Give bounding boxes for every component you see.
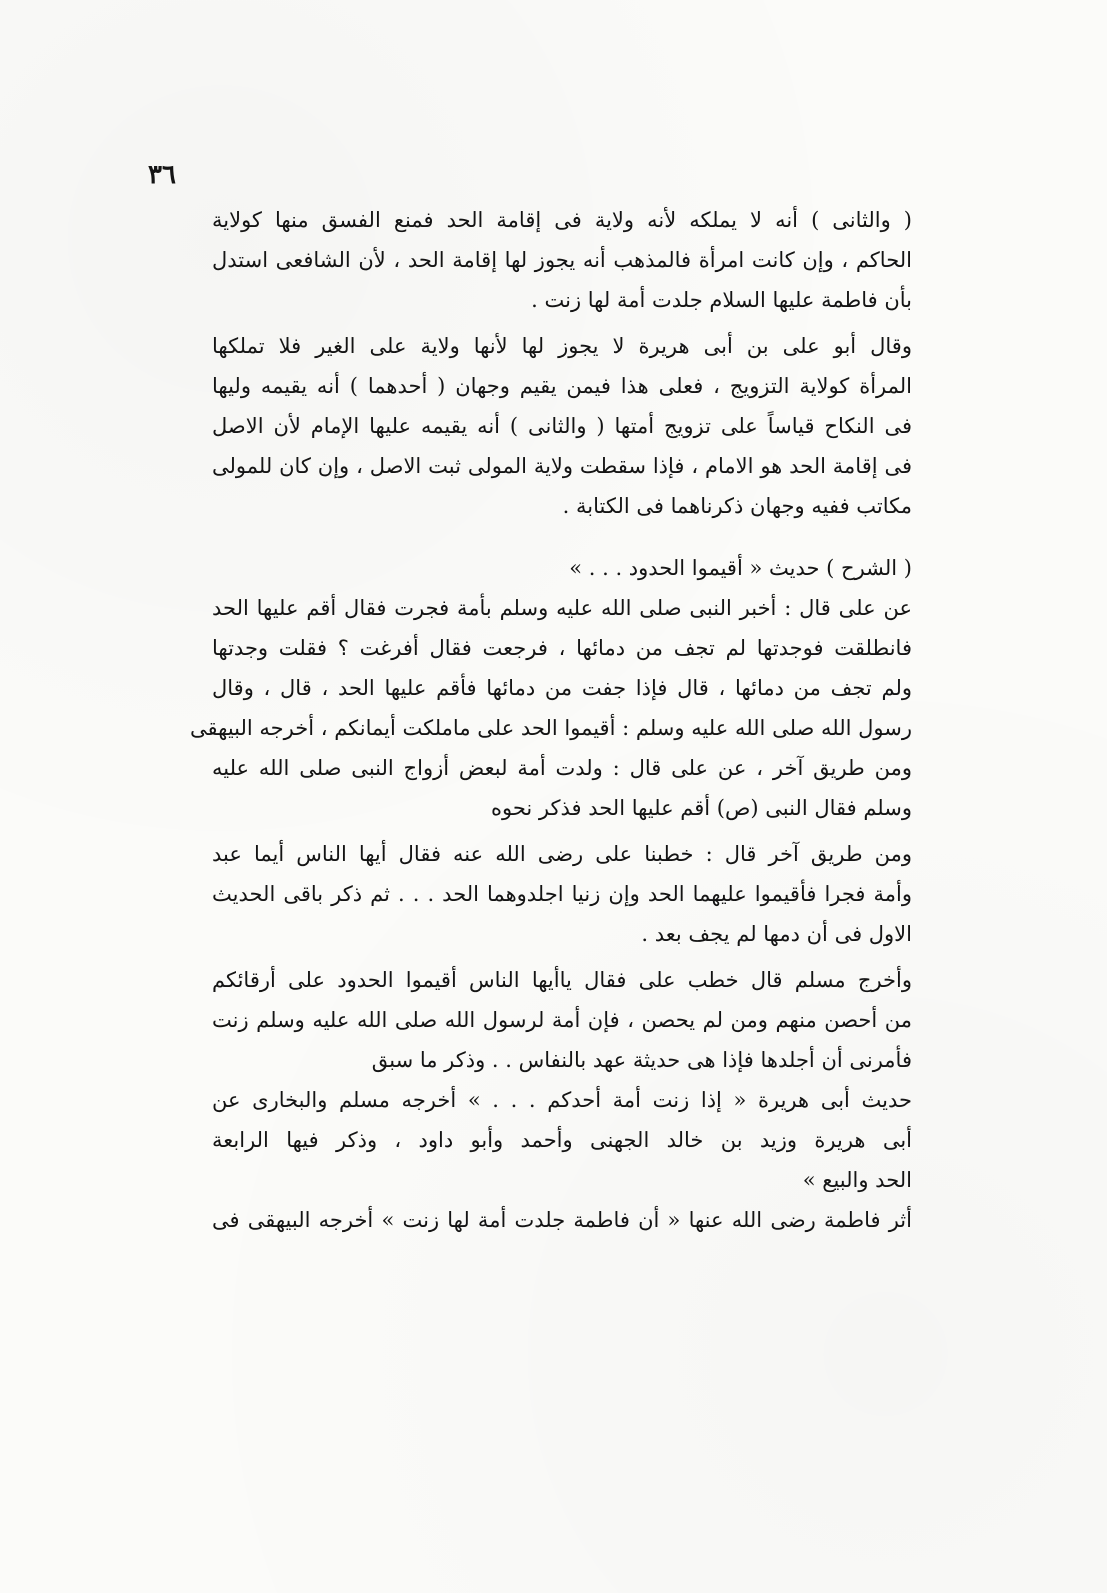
text-line: وأمة فجرا فأقيموا عليهما الحد وإن زنيا اجلدوهما الحد . . . ثم ذكر باقى الحديث bbox=[212, 882, 912, 906]
text-line: أثر فاطمة رضى الله عنها « أن فاطمة جلدت أمة لها زنت » أخرجه البيهقى فى bbox=[212, 1208, 912, 1232]
text-line: أبى هريرة وزيد بن خالد الجهنى وأحمد وأبو داود ، وذكر فيها الرابعة bbox=[212, 1128, 912, 1152]
paragraph-9 bbox=[212, 1200, 940, 1240]
paragraph-7 bbox=[212, 960, 940, 1080]
text-line: الحد والبيع » bbox=[802, 1168, 912, 1192]
text-line: فأمرنى أن أجلدها فإذا هى حديثة عهد بالنفاس . . وذكر ما سبق bbox=[371, 1048, 912, 1072]
text-line: ومن طريق آخر قال : خطبنا على رضى الله عنه فقال أيها الناس أيما عبد bbox=[212, 842, 912, 866]
paragraph-5 bbox=[212, 748, 940, 828]
paragraph-8 bbox=[212, 1080, 940, 1200]
text-line: الحاكم ، وإن كانت امرأة فالمذهب أنه يجوز لها إقامة الحد ، لأن الشافعى استدل bbox=[212, 248, 912, 272]
text-line: فى النكاح قياساً على تزويج أمتها ( والثانى ) أنه يقيمه عليها الإمام لأن الاصل bbox=[212, 414, 912, 438]
text-line: وقال أبو على بن أبى هريرة لا يجوز لها لأنها ولاية على الغير فلا تملكها bbox=[212, 334, 912, 358]
text-line: فانطلقت فوجدتها لم تجف من دمائها ، فرجعت فقال أفرغت ؟ فقلت وجدتها bbox=[212, 636, 912, 660]
paragraph-2 bbox=[212, 326, 940, 526]
text-line: من أحصن منهم ومن لم يحصن ، فإن أمة لرسول الله صلى الله عليه وسلم زنت bbox=[212, 1008, 912, 1032]
text-line: مكاتب ففيه وجهان ذكرناهما فى الكتابة . bbox=[562, 494, 912, 518]
text-line: ( الشرح ) حديث « أقيموا الحدود . . . » bbox=[569, 556, 912, 580]
paragraph-1 bbox=[212, 200, 940, 320]
paragraph-6 bbox=[212, 834, 940, 954]
text-line: وسلم فقال النبى (ص) أقم عليها الحد فذكر نحوه bbox=[490, 796, 912, 820]
paragraph-4 bbox=[190, 588, 940, 748]
text-line: ( والثانى ) أنه لا يملكه لأنه ولاية فى إقامة الحد فمنع الفسق منها كولاية bbox=[212, 208, 912, 232]
text-line: الاول فى أن دمها لم يجف بعد . bbox=[641, 922, 912, 946]
body-text bbox=[190, 200, 940, 1240]
text-line: وأخرج مسلم قال خطب على فقال ياأيها الناس أقيموا الحدود على أرقائكم bbox=[212, 968, 912, 992]
text-line: بأن فاطمة عليها السلام جلدت أمة لها زنت . bbox=[531, 288, 912, 312]
text-line: رسول الله صلى الله عليه وسلم : أقيموا الحد على ماملكت أيمانكم ، أخرجه البيهقى bbox=[190, 716, 912, 740]
text-line: المرأة كولاية التزويج ، فعلى هذا فيمن يقيم وجهان ( أحدهما ) أنه يقيمه وليها bbox=[212, 374, 912, 398]
text-line: عن على قال : أخبر النبى صلى الله عليه وسلم بأمة فجرت فقال أقم عليها الحد bbox=[212, 596, 912, 620]
text-line: حديث أبى هريرة « إذا زنت أمة أحدكم . . . » أخرجه مسلم والبخارى عن bbox=[212, 1088, 912, 1112]
text-line: ولم تجف من دمائها ، قال فإذا جفت من دمائها فأقم عليها الحد ، قال ، وقال bbox=[212, 676, 912, 700]
paragraph-sharh-heading bbox=[212, 548, 940, 588]
page-number: ٣٦ bbox=[148, 160, 176, 190]
text-line: فى إقامة الحد هو الامام ، فإذا سقطت ولاية المولى ثبت الاصل ، وإن كان للمولى bbox=[212, 454, 912, 478]
text-line: ومن طريق آخر ، عن على قال : ولدت أمة لبعض أزواج النبى صلى الله عليه bbox=[212, 756, 912, 780]
